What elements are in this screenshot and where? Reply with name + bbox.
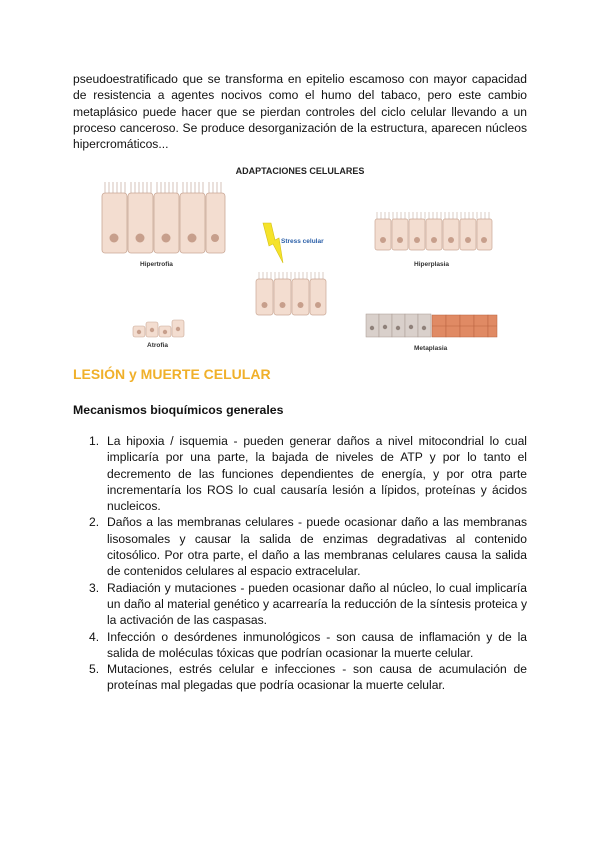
normal-cells [256, 272, 326, 315]
list-number: 3. [89, 580, 100, 595]
subheading: Mecanismos bioquímicos generales [73, 403, 284, 417]
list-text: Radiación y mutaciones - pueden ocasionar daño al núcleo, lo cual implicaría un daño al material genético y acarrearía la reducción de la síntesis proteica y la activación de las caspasas. [107, 580, 527, 628]
label-atrofia: Atrofia [147, 342, 168, 349]
hiperplasia-cells [375, 212, 492, 250]
intro-paragraph: pseudoestratificado que se transforma en epitelio escamoso con mayor capacidad de resistencia a agentes nocivos como el humo del tabaco, pero este cambio metaplásico puede hacer que se pierdan controles del ciclo celular llevando a un proceso canceroso. Se produce desorganización de la estructura, aparecen núcleos hipercromáticos... [73, 72, 527, 152]
list-number: 1. [89, 434, 100, 448]
lightning-bolt-icon [263, 223, 283, 263]
label-stress: Stress celular [281, 238, 324, 245]
hipertrofia-cells [102, 182, 225, 253]
list-number: 4. [89, 629, 100, 644]
list-number: 2. [89, 515, 100, 530]
mechanisms-list [73, 433, 527, 694]
section-title: LESIÓN y MUERTE CELULAR [73, 366, 271, 382]
label-hiperplasia: Hiperplasia [414, 261, 450, 268]
label-hipertrofia: Hipertrofia [140, 261, 173, 268]
list-number: 5. [89, 662, 100, 677]
list-item [73, 514, 527, 579]
figure-title: ADAPTACIONES CELULARES [235, 166, 365, 176]
list-item [73, 580, 527, 629]
list-text: Infección o desórdenes inmunológicos - son causa de inflamación y de la salida de moléculas tóxicas que podrían ocasionar la muerte celular. [107, 629, 527, 660]
metaplasia-cells [366, 314, 497, 337]
adaptaciones-figure [95, 160, 505, 360]
list-item [73, 661, 527, 694]
list-item [73, 629, 527, 662]
list-text: La hipoxia / isquemia - pueden generar daños a nivel mitocondrial lo cual implicaría por una parte, la bajada de niveles de ATP y por lo tanto el decremento de las funciones dependientes de energía, y por otra parte incrementaría los ROS lo cual causaría lesión a lípidos, proteínas y ácidos nucleicos. [107, 434, 527, 514]
figure-illustration [95, 160, 505, 360]
label-metaplasia: Metaplasia [414, 345, 448, 352]
list-item [73, 433, 527, 514]
list-text: Mutaciones, estrés celular e infecciones - son causa de acumulación de proteínas mal plegadas que podría ocasionar la muerte celular. [107, 662, 527, 693]
atrofia-cells [133, 320, 184, 337]
list-text: Daños a las membranas celulares - puede ocasionar daño a las membranas lisosomales y causar la salida de enzimas degradativas al contenido citosólico. Por otra parte, el daño a las membranas celulares causa la salida de contenidos celulares al espacio extracelular. [107, 515, 527, 579]
